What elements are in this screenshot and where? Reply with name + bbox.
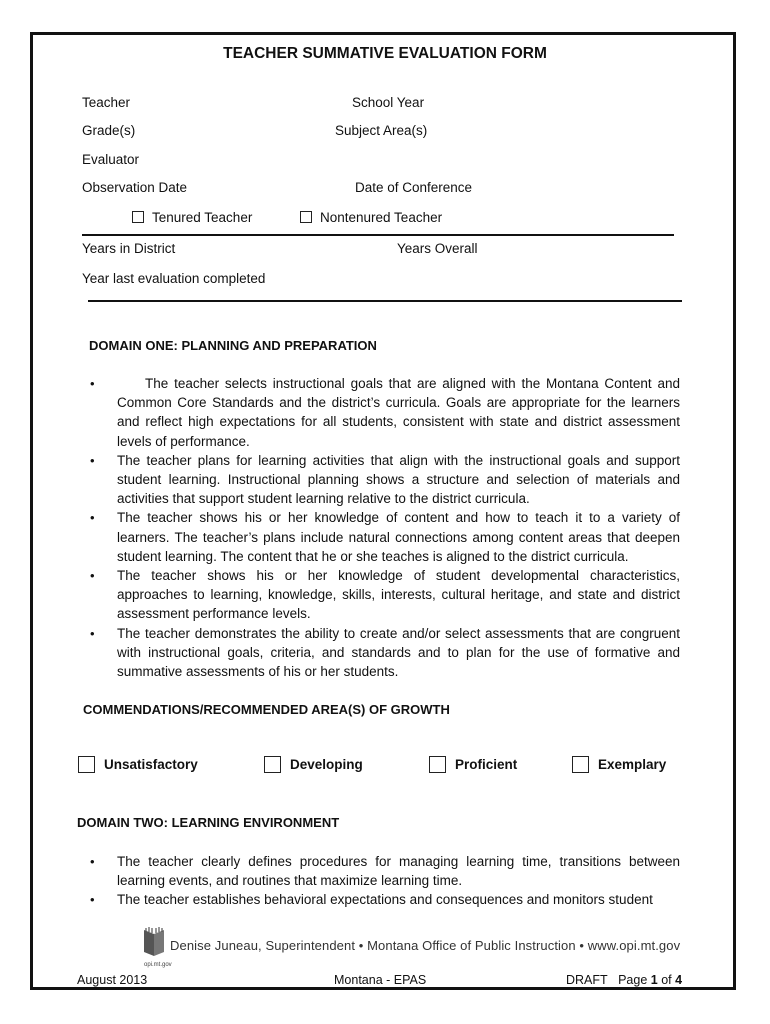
footer-date: August 2013 <box>77 973 148 987</box>
list-item <box>90 566 680 624</box>
years-overall-label: Years Overall <box>397 241 478 256</box>
org-line: Denise Juneau, Superintendent • Montana Office of Public Instruction • www.opi.mt.gov <box>170 938 681 953</box>
list-item <box>90 852 680 890</box>
divider-line <box>82 234 674 236</box>
footer-center: Montana - EPAS <box>334 973 427 987</box>
bullet-text: The teacher selects instructional goals that are aligned with the Montana Content and Common Core Standards and the district’s curricula. Goals are appropriate for the learners and reflect high expectations for all students, consistent with state and district assessment levels of performance. <box>117 376 680 449</box>
commendations-heading: COMMENDATIONS/RECOMMENDED AREA(S) OF GROWTH <box>83 702 450 717</box>
rating-checkbox[interactable] <box>264 756 281 773</box>
subject-areas-label: Subject Area(s) <box>335 123 428 138</box>
year-last-eval-label: Year last evaluation completed <box>82 271 266 286</box>
nontenured-option[interactable] <box>300 210 442 225</box>
tenured-label: Tenured Teacher <box>152 210 253 225</box>
rating-label: Exemplary <box>598 757 667 772</box>
nontenured-label: Nontenured Teacher <box>320 210 443 225</box>
domain-two-heading: DOMAIN TWO: LEARNING ENVIRONMENT <box>77 815 340 830</box>
bullet-text: The teacher shows his or her knowledge of student developmental characteristics, approaches to learning, knowledge, skills, interests, cultural heritage, and state and district assessment performance levels. <box>117 568 680 622</box>
tenured-option[interactable] <box>132 210 252 225</box>
evaluator-label: Evaluator <box>82 152 140 167</box>
draft-label: DRAFT <box>566 973 608 987</box>
bullet-text: The teacher clearly defines procedures for managing learning time, transitions between learning events, and routines that maximize learning time. <box>117 854 680 889</box>
list-item <box>90 624 680 682</box>
rating-label: Unsatisfactory <box>104 757 198 772</box>
bullet-text: The teacher establishes behavioral expectations and consequences and monitors student <box>117 892 653 908</box>
rating-proficient[interactable] <box>429 756 517 773</box>
list-item <box>90 890 680 909</box>
tenured-checkbox[interactable] <box>132 211 144 223</box>
nontenured-checkbox[interactable] <box>300 211 312 223</box>
page-word: Page <box>618 973 648 987</box>
bullet-text: The teacher shows his or her knowledge of content and how to teach it to a variety of learners. The teacher’s plans include natural connections among content areas that deepen student learning. The content that he or she teaches is aligned to the district curricula. <box>117 510 680 564</box>
grades-label: Grade(s) <box>82 123 136 138</box>
rating-label: Proficient <box>455 757 518 772</box>
list-item <box>90 374 680 451</box>
rating-checkbox[interactable] <box>429 756 446 773</box>
domain-one-list <box>90 374 680 681</box>
rating-unsatisfactory[interactable] <box>78 756 198 773</box>
of-word: of <box>661 973 672 987</box>
rating-exemplary[interactable] <box>572 756 666 773</box>
rating-developing[interactable] <box>264 756 363 773</box>
observation-date-label: Observation Date <box>82 180 188 195</box>
bullet-text: The teacher plans for learning activities that align with the instructional goals and support student learning. Instructional planning shows a structure and selection of materials and activities that support student learning relative to the district curricula. <box>117 452 680 507</box>
years-in-district-label: Years in District <box>82 241 176 256</box>
list-item <box>90 451 680 509</box>
domain-two-list <box>90 852 680 910</box>
domain-one-heading: DOMAIN ONE: PLANNING AND PREPARATION <box>89 338 377 353</box>
logo-caption: opi.mt.gov <box>144 962 172 968</box>
list-item <box>90 508 680 566</box>
rating-label: Developing <box>290 757 363 772</box>
rating-checkbox[interactable] <box>572 756 589 773</box>
opi-book-logo-icon <box>142 926 166 960</box>
form-title: TEACHER SUMMATIVE EVALUATION FORM <box>223 45 547 62</box>
page-total: 4 <box>675 973 683 987</box>
rating-checkbox[interactable] <box>78 756 95 773</box>
bullet-text: The teacher demonstrates the ability to create and/or select assessments that are congruent with instructional goals, criteria, and standards and to plan for the use of formative and summative assessments of his or her students. <box>117 625 680 680</box>
school-year-label: School Year <box>352 95 425 110</box>
footer-page <box>566 973 682 987</box>
page-number: 1 <box>650 973 658 987</box>
divider-line <box>88 300 682 302</box>
date-of-conference-label: Date of Conference <box>355 180 473 195</box>
teacher-label: Teacher <box>82 95 131 110</box>
